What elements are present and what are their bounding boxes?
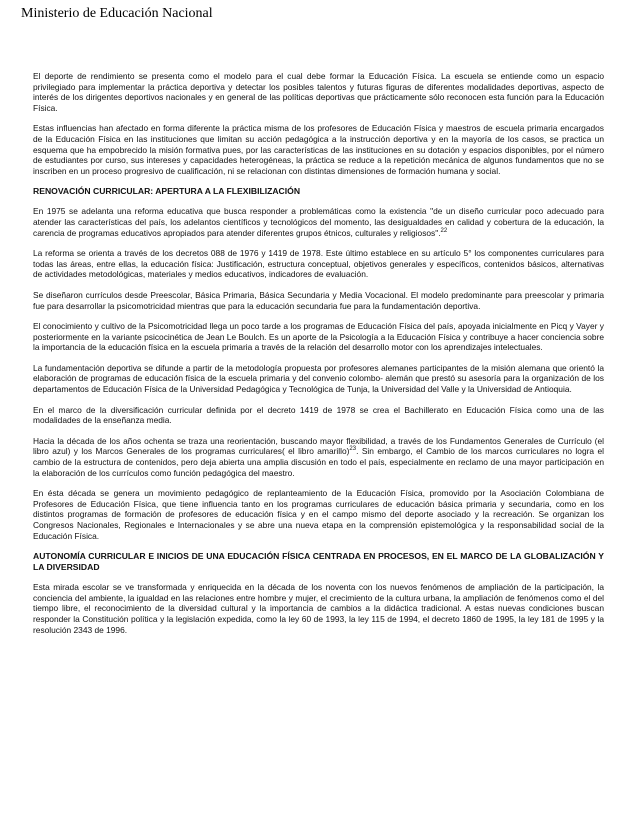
paragraph: Hacia la década de los años ochenta se traza una reorientación, buscando mayor flexibilidad, a través de los Fundamentos Generales de Currículo (el libro azul) y los Marcos Generales de los programas curriculares( el libro amarillo)$^{23}$. Sin embargo, el Cambio de los marcos curriculares no logra el cambio de la estructura de contenidos, pero deja abierta una amplia discusión en todo el país, especialmente en reclamo de una mayor participación en la elaboración de los currículos como función pedagógica del maestro. xyxy=(33,435,604,478)
document-body xyxy=(33,71,604,645)
page-header: Ministerio de Educación Nacional xyxy=(21,6,213,21)
section-heading: RENOVACIÓN CURRICULAR: APERTURA A LA FLEXIBILIZACIÓN xyxy=(33,186,301,197)
paragraph: En ésta década se genera un movimiento pedagógico de replanteamiento de la Educación Física, promovido por la Asociación Colombiana de Profesores de Educación Física, que tiene influencia tanto en los programas curriculares de educación básica primaria y secundaria, como en los distintos programas de formación de profesores de educación física y en el campo mismo del deporte asociado y la recreación. Se organizan los Congresos Nacionales, Regionales e Internacionales y se abre una nueva etapa en la comprensión epistemológica y la responsabilidad social de la Educación Física. xyxy=(33,488,604,541)
paragraph: Esta mirada escolar se ve transformada y enriquecida en la década de los noventa con los nuevos fenómenos de ampliación de la participación, la conciencia del ambiente, la igualdad en las relaciones entre hombre y mujer, el crecimiento de la cultura urbana, la ampliación de fenómenos como el del tiempo libre, el reconocimiento de la diversidad cultural y la importancia de cambios a la didáctica tradicional. A estas nuevas condiciones buscan responder la Constitución política y la legislación expedida, como la ley 60 de 1993, la ley 115 de 1994, el decreto 1860 de 1995, la ley 181 de 1995 y la resolución 2343 de 1996. xyxy=(33,582,604,635)
footnote-ref: 22 xyxy=(440,227,448,234)
paragraph: En el marco de la diversificación curricular definida por el decreto 1419 de 1978 se crea el Bachillerato en Educación Física como una de las modalidades de la enseñanza media. xyxy=(33,404,604,426)
footnote-ref: 23 xyxy=(349,446,357,453)
paragraph: La reforma se orienta a través de los decretos 088 de 1976 y 1419 de 1978. Este último establece en su artículo 5° los componentes curriculares para todas las áreas, entre ellas, la educación física: Justificación, estructura conceptual, objetivos generales y específicos, contenidos básicos, alternativas de actividades metodológicas, materiales y medios educativos, indicadores de evaluación. xyxy=(33,248,604,280)
paragraph: El deporte de rendimiento se presenta como el modelo para el cual debe formar la Educación Física. La escuela se entiende como un espacio privilegiado para implementar la práctica deportiva y detectar los posibles talentos y futuras figuras de diferentes modalidades deportivas, aspecto de interés de los dirigentes deportivos nacionales y en general de las políticas deportivas que prácticamente sólo reconocen esta función para la Educación Física. xyxy=(33,71,604,113)
paragraph: Se diseñaron currículos desde Preescolar, Básica Primaria, Básica Secundaria y Media Vocacional. El modelo predominante para preescolar y primaria fue para desarrollar la psicomotricidad mientras que para la educación secundaria fue para la fundamentación deportiva. xyxy=(33,289,604,311)
paragraph: Estas influencias han afectado en forma diferente la práctica misma de los profesores de Educación Física y maestros de escuela primaria encargados de la Educación Física en las instituciones que limitan su acción pedagógica a la instrucción deportiva y en la mayoría de los casos, se practica un esquema que ha empobrecido la misión formativa pues, por las características de las instituciones en su dotación y espacios disponibles, por el número de estudiantes por curso, sus intereses y capacidades heterogéneas, la práctica se reduce a la repetición mecánica de algunos fundamentos que no se inscriben en un proceso progresivo de cualificación, ni se relacionan con distintas dimensiones de formación humana y social. xyxy=(33,123,604,176)
paragraph: La fundamentación deportiva se difunde a partir de la metodología propuesta por profesores alemanes participantes de la misión alemana que orientó la elaboración de programas de educación física de la escuela primaria y del convenio colombo- alemán que prestó su asesoría para la organización de los departamentos de Educación Física de la Universidad Pedagógica y Tecnológica de Tunja, la Universidad del Valle y la Universidad de Antioquia. xyxy=(33,362,604,395)
paragraph: En 1975 se adelanta una reforma educativa que busca responder a problemáticas como la existencia "de un diseño curricular poco adecuado para atender las características del país, los adelantos científicos y tecnológicos del momento, las desigualdades en calidad y cobertura de la educación, la carencia de programas educativos apropiados para atender diferentes grupos étnicos, culturales y religiosos".$^{22}$ xyxy=(33,206,604,238)
section-heading: AUTONOMÍA CURRICULAR E INICIOS DE UNA EDUCACIÓN FÍSICA CENTRADA EN PROCESOS, EN EL MARCO DE LA GLOBALIZACIÓN Y LA DIVERSIDAD xyxy=(33,551,604,573)
paragraph: El conocimiento y cultivo de la Psicomotricidad llega un poco tarde a los programas de Educación Física del país, apoyada inicialmente en Picq y Vayer y posteriormente en la variante psicocinética de Jean Le Boulch. Es un aporte de la Psicología a la Educación Física y contribuye a hacer conciencia sobre la importancia de la educación física en la escuela primaria a través de la relación del desarrollo motor con los aprendizajes intelectuales. xyxy=(33,321,604,353)
